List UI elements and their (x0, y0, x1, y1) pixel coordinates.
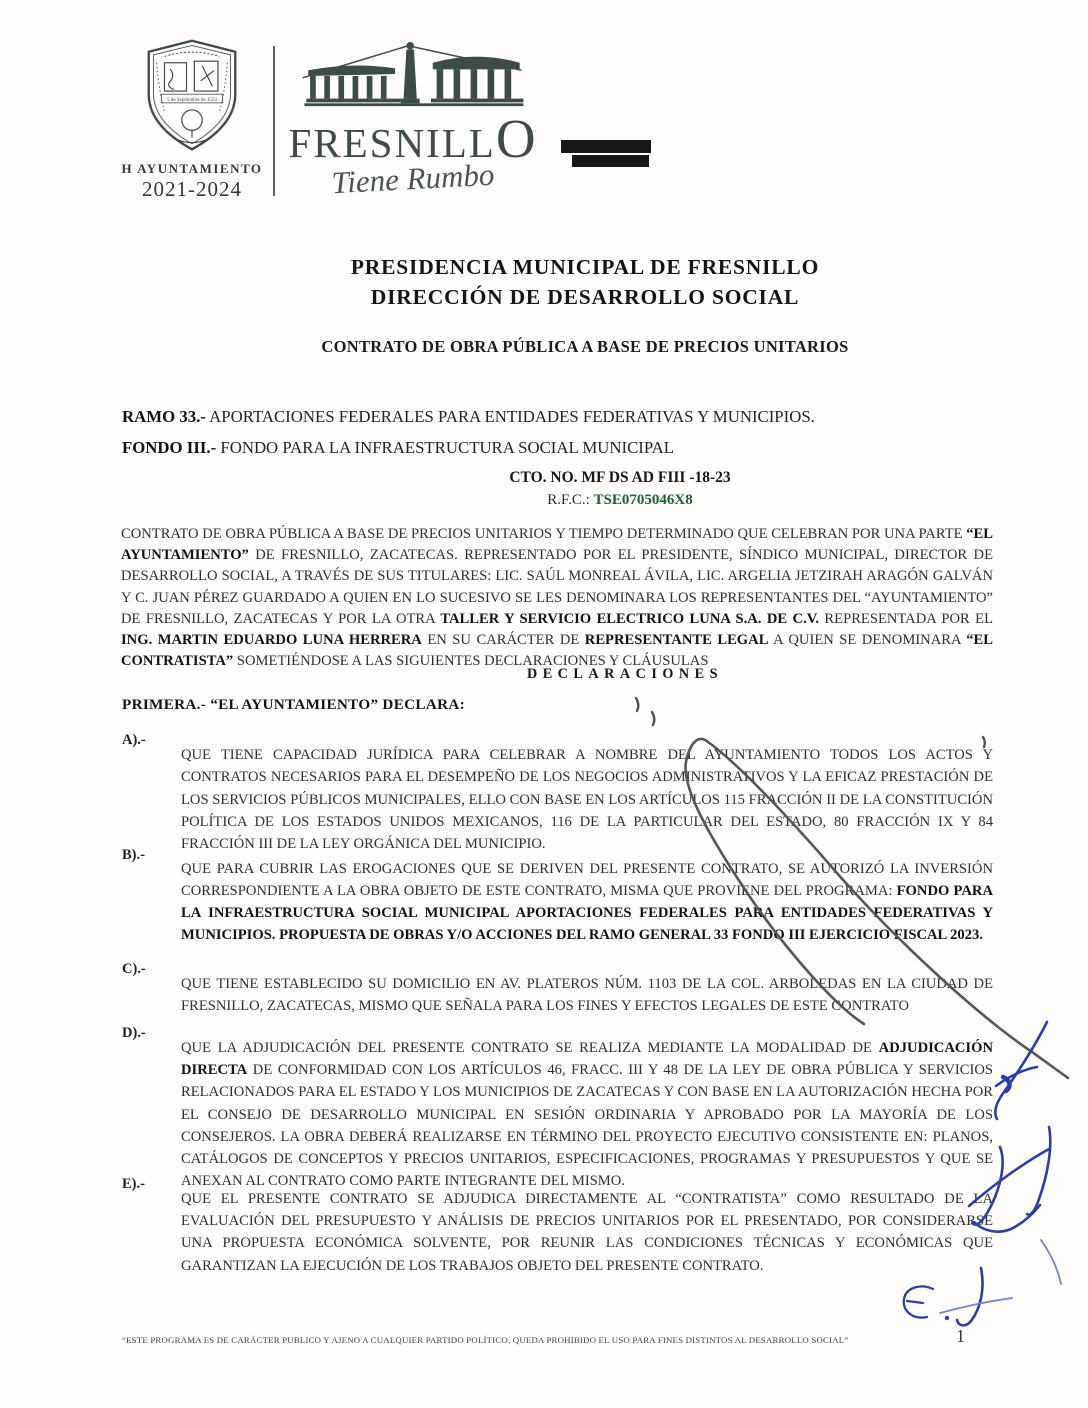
rfc-value: TSE0705046X8 (593, 492, 693, 508)
clause-d-label: D).- (122, 1025, 146, 1041)
rfc-label: R.F.C.: (547, 492, 590, 508)
clause-e-paragraph: QUE EL PRESENTE CONTRATO SE ADJUDICA DIRECTAMENTE AL “CONTRATISTA” COMO RESULTADO DE LA EVALUACIÓN DEL PRESUPUESTO Y ANÁLISIS DE PRECIOS UNITARIOS POR EL PRESENTADO, POR CONSIDERARSE UNA PROPUESTA ECONÓMICA SOLVENTE, POR REUNIR LAS CONDICIONES TÉCNICAS Y ECONÓMICAS QUE GARANTIZAN LA EJECUCIÓN DE LOS TRABAJOS OBJETO DEL PRESENTE CONTRATO. (181, 1191, 993, 1274)
fresnillo-brand-block (288, 38, 538, 201)
clause-a-paragraph: QUE TIENE CAPACIDAD JURÍDICA PARA CELEBRAR A NOMBRE DEL AYUNTAMIENTO TODOS LOS ACTOS Y CONTRATOS NECESARIOS PARA EL DESEMPEÑO DE LOS NEGOCIOS ADMINISTRATIVOS Y LA EFICAZ PRESTACIÓN DE LOS SERVICIOS PÚBLICOS MUNICIPALES, ELLO CON BASE EN LOS ARTÍCULOS 115 FRACCIÓN II DE LA CONSTITUCIÓN POLÍTICA DE LOS ESTADOS UNIDOS MEXICANOS, 116 DE LA PARTICULAR DEL ESTADO, 80 FRACCIÓN IX Y 84 FRACCIÓN III DE LA LEY ORGÁNICA DEL MUNICIPIO. (181, 747, 993, 853)
title-line-2: DIRECCIÓN DE DESARROLLO SOCIAL (370, 285, 800, 309)
shield-years: 2021-2024 (142, 177, 242, 201)
shield-banner-text: 5 de Septiembre de 1554 (167, 97, 217, 103)
coat-of-arms-icon (128, 97, 256, 158)
clause-b-paragraph: QUE PARA CUBRIR LAS EROGACIONES QUE SE DERIVEN DEL PRESENTE CONTRATO, SE AUTORIZÓ LA INVERSIÓN CORRESPONDIENTE A LA OBRA OBJETO DE ESTE CONTRATO, MISMA QUE PROVIENE DEL PROGRAMA: FONDO PARA LA INFRAESTRUCTURA SOCIAL MUNICIPAL APORTACIONES FEDERALES PARA ENTIDADES FEDERATIVAS Y MUNICIPIOS. PROPUESTA DE OBRAS Y/O ACCIONES DEL RAMO GENERAL 33 FONDO III EJERCICIO FISCAL 2023. (181, 861, 993, 944)
clause-d-paragraph: QUE LA ADJUDICACIÓN DEL PRESENTE CONTRATO SE REALIZA MEDIANTE LA MODALIDAD DE ADJUDICACIÓN DIRECTA DE CONFORMIDAD CON LOS ARTÍCULOS 46, FRACC. III Y 48 DE LA LEY DE OBRA PÚBLICA Y SERVICIOS RELACIONADOS PARA EL ESTADO Y LOS MUNICIPIOS DE ZACATECAS Y CON BASE EN LA AUTORIZACIÓN HECHA POR EL CONSEJO DE DESARROLLO MUNICIPAL EN SESIÓN ORDINARIA Y APROBADO POR LA MAYORÍA DE LOS CONSEJEROS. LA OBRA DEBERÁ REALIZARSE EN TÉRMINO DEL PROYECTO EJECUTIVO CONSISTENTE EN: PLANOS, CATÁLOGOS DE CONCEPTOS Y PRECIOS UNITARIOS, ESPECIFICACIONES, PROGRAMAS Y PRESUPUESTOS Y QUE SE ANEXAN AL CONTRATO COMO PARTE INTEGRANTE DEL MISMO. (181, 1040, 993, 1190)
redaction-bar-1 (561, 140, 651, 153)
clause-e-label: E).- (122, 1176, 145, 1192)
blue-initial-e (904, 1286, 933, 1317)
brand-tagline: Tiene Rumbo (330, 156, 496, 201)
municipal-shield-block (112, 36, 272, 202)
footer-disclaimer: “ESTE PROGRAMA ES DE CARÁCTER PUBLICO Y AJENO A CUALQUIER PARTIDO POLÍTICO, QUEDA PROHIBIDO EL USO PARA FINES DISTINTOS AL DESARROLLO SOCIAL” (122, 1335, 849, 1345)
contract-number: CTO. NO. MF DS AD FIII -18-23 (509, 469, 731, 486)
clause-b-label: B).- (122, 847, 145, 863)
pencil-tick-marks (636, 698, 985, 747)
clause-c-label: C).- (122, 961, 146, 977)
brand-name-final-o: O (495, 108, 538, 169)
title-line-1: PRESIDENCIA MUNICIPAL DE FRESNILLO (350, 255, 820, 279)
blue-pen-dot (945, 1316, 949, 1320)
primera-declaration: PRIMERA.- “EL AYUNTAMIENTO” DECLARA: (122, 696, 465, 713)
page-number: 1 (956, 1326, 965, 1346)
document-subtitle: CONTRATO DE OBRA PÚBLICA A BASE DE PRECIOS UNITARIOS (321, 337, 849, 356)
rfc-line (420, 492, 820, 509)
program-block (122, 401, 1002, 463)
clause-a-label: A).- (122, 732, 146, 748)
document-title (160, 252, 1010, 312)
shield-caption: H AYUNTAMIENTO (121, 161, 263, 176)
program-line-ramo: RAMO 33.- APORTACIONES FEDERALES PARA ENTIDADES FEDERATIVAS Y MUNICIPIOS. (122, 407, 815, 426)
declarations-heading: DECLARACIONES (526, 666, 724, 682)
brand-name: FRESNILLO (288, 108, 538, 169)
intro-paragraph: CONTRATO DE OBRA PÚBLICA A BASE DE PRECIOS UNITARIOS Y TIEMPO DETERMINADO QUE CELEBRAN POR UNA PARTE “EL AYUNTAMIENTO” DE FRESNILLO, ZACATECAS. REPRESENTADO POR EL PRESIDENTE, SÍNDICO MUNICIPAL, DIRECTOR DE DESARROLLO SOCIAL, A TRAVÉS DE SUS TITULARES: LIC. SAÚL MONREAL ÁVILA, LIC. ARGELIA JETZIRAH ARAGÓN GALVÁN Y C. JUAN PÉREZ GUARDADO A QUIEN EN LO SUCESIVO SE LES DENOMINARA LOS REPRESENTANTES DEL “AYUNTAMIENTO” DE FRESNILLO, ZACATECAS Y POR LA OTRA TALLER Y SERVICIO ELECTRICO LUNA S.A. DE C.V. REPRESENTADA POR EL ING. MARTIN EDUARDO LUNA HERRERA EN SU CARÁCTER DE REPRESENTANTE LEGAL A QUIEN SE DENOMINARA “EL CONTRATISTA” SOMETIÉNDOSE A LAS SIGUIENTES DECLARACIONES Y CLÁUSULAS (121, 526, 993, 670)
program-line-fondo: FONDO III.- FONDO PARA LA INFRAESTRUCTURA SOCIAL MUNICIPAL (122, 438, 675, 457)
clause-c-paragraph: QUE TIENE ESTABLECIDO SU DOMICILIO EN AV. PLATEROS NÚM. 1103 DE LA COL. ARBOLEDAS EN LA CIUDAD DE FRESNILLO, ZACATECAS, MISMO QUE SEÑALA PARA LOS FINES Y EFECTOS LEGALES DE ESTE CONTRATO (181, 976, 993, 1015)
redaction-bar-2 (572, 155, 649, 167)
header-divider (273, 46, 275, 196)
